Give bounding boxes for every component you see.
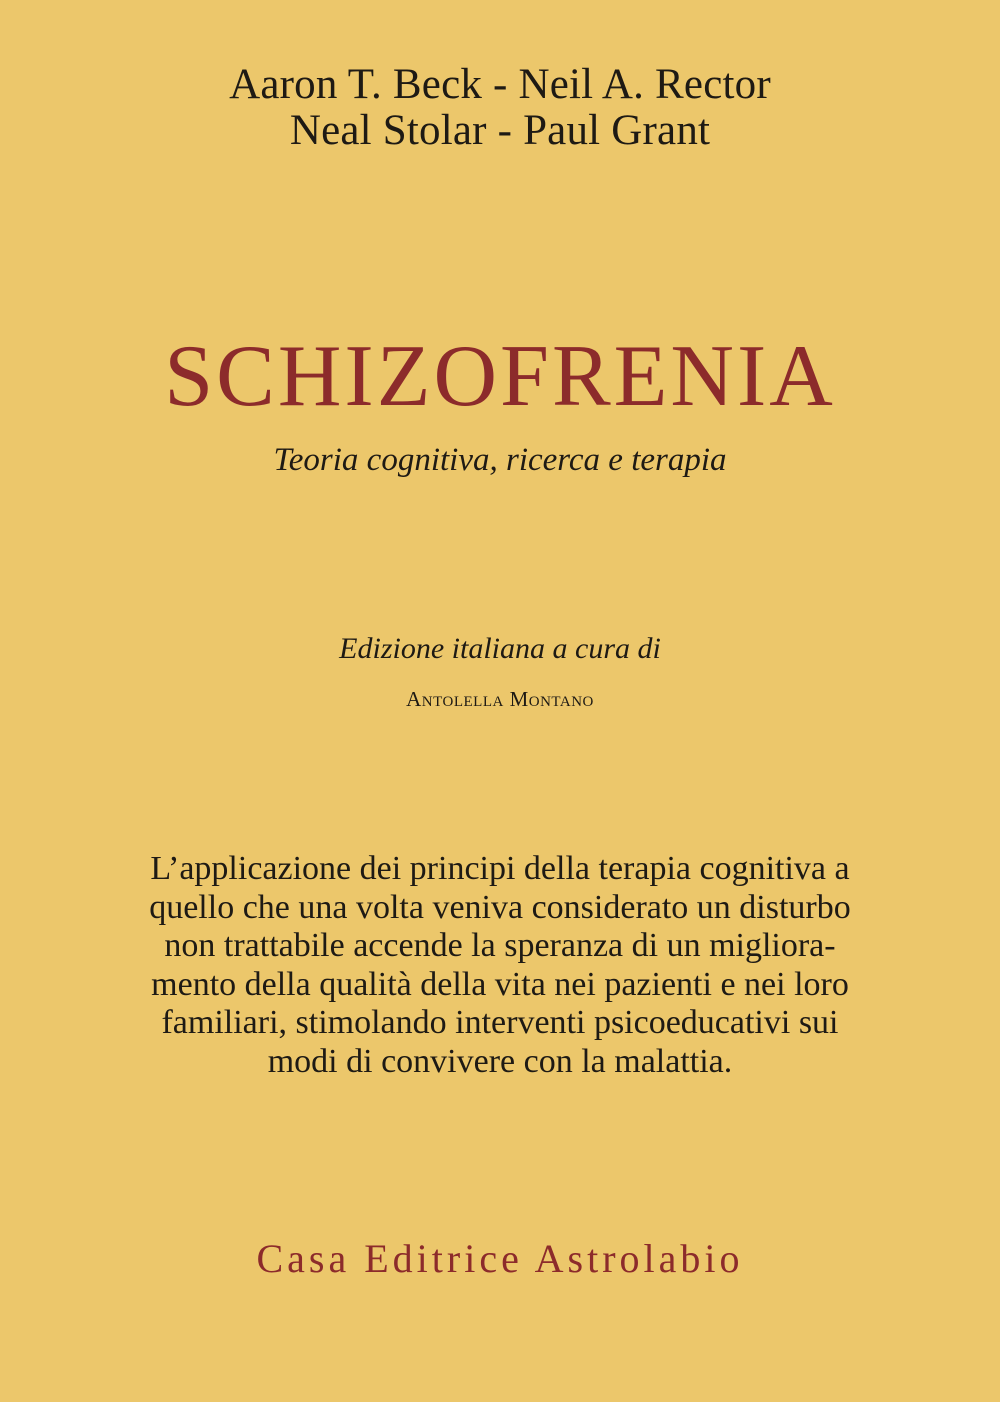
cover-blurb bbox=[135, 850, 865, 1081]
blurb-line: modi di convivere con la malattia. bbox=[267, 1042, 733, 1080]
author-line: Neal Stolar - Paul Grant bbox=[289, 107, 711, 154]
blurb-line: quello che una volta veniva considerato un disturbo bbox=[149, 888, 851, 926]
edition-label: Edizione italiana a cura di bbox=[339, 632, 661, 665]
book-title: SCHIZOFRENIA bbox=[164, 328, 836, 425]
blurb-line: non trattabile accende la speranza di un migliora- bbox=[164, 927, 836, 964]
blurb-line: familiari, stimolando interventi psicoeducativi sui bbox=[161, 1004, 839, 1041]
editor-name: Antolella Montano bbox=[406, 687, 594, 711]
blurb-line: mento della qualità della vita nei pazienti e nei loro bbox=[151, 965, 849, 1003]
publisher-name: Casa Editrice Astrolabio bbox=[256, 1236, 744, 1281]
author-list bbox=[0, 62, 1000, 154]
blurb-line: L’applicazione dei principi della terapia cognitiva a bbox=[150, 850, 850, 887]
book-subtitle: Teoria cognitiva, ricerca e terapia bbox=[273, 442, 727, 478]
author-line: Aaron T. Beck - Neil A. Rector bbox=[229, 61, 771, 108]
